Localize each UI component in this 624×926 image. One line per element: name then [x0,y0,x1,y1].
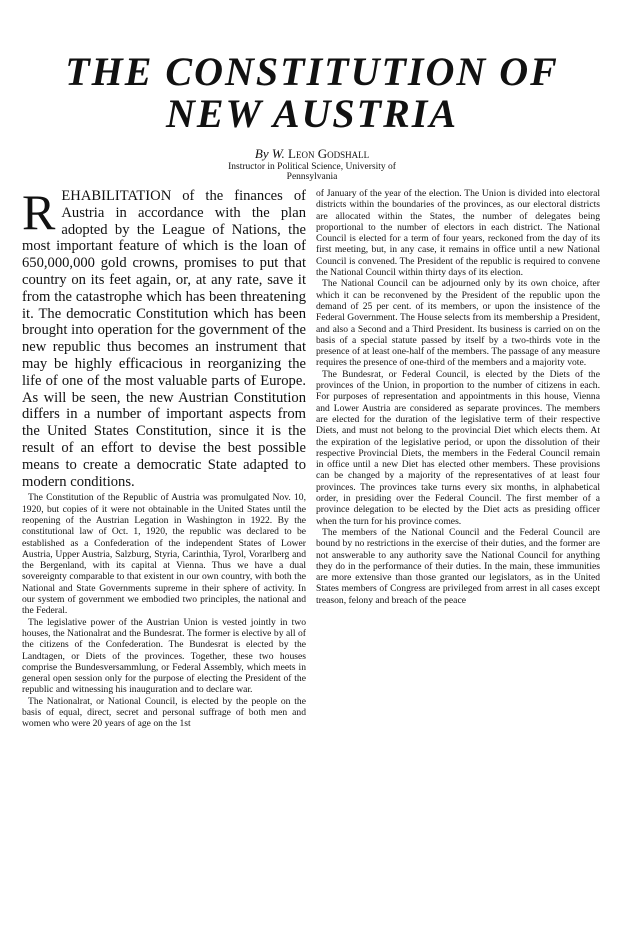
left-column [22,184,306,730]
body-paragraph: The members of the National Council and the Federal Council are bound by no restrictions in the exercise of their duties, and the former are not answerable to any authority save the National Council for anything they do in the performance of their duties. In the main, these immunities are more extensive than those granted our legislators, as in the United States members of Congress are privileged from arrest in all cases except treason, felony and breach of the peace [316,526,600,606]
lead-text: EHABILITATION of the finances of Austria in accordance with the plan adopted by the League of Nations, the most important feature of which is the loan of 650,000,000 gold crowns, promises to put that country on its feet again, or, at any rate, save it from the catastrophe which has been threatening it. The democratic Constitution which has been brought into operation for the government of the new republic thus becomes an instrument that may be highly efficacious in reorganizing the life of one of the most valuable parts of Europe. As will be seen, the new Austrian Constitution differs in a number of important aspects from the United States Constitution, since it is the result of an effort to devise the best possible means to create a democratic State adapted to modern conditions. [22,188,306,490]
body-paragraph: The Constitution of the Republic of Austria was promulgated Nov. 10, 1920, but copies of it were not obtainable in the United States until the reopening of the Austrian Legation in Washington in 1922. By the constitutional law of Oct. 1, 1920, the republic was declared to be established as a Confederation of the independent States of Lower Austria, Upper Austria, Salzburg, Styria, Carinthia, Tyrol, Vorarlberg and the Bergenland, with its capital at Vienna. Thus we have a dual sovereignty comparable to that existent in our own country, with both the National and State Governments supreme in their sphere of activity. In our system of government we embodied two principles, the national and the Federal. [22,492,306,617]
drop-cap: R [22,184,56,240]
title-line-2: NEW AUSTRIA [165,91,459,136]
body-paragraph: The Nationalrat, or National Council, is elected by the people on the basis of equal, direct, secret and personal suffrage of both men and women who were 20 years of age on the 1st [22,695,306,730]
author-affiliation [0,162,624,182]
body-paragraph: The National Council can be adjourned only by its own choice, after which it can be reconvened by the President of the republic upon the demand of 25 per cent. of its members, or upon the insistence of the Federal Government. The House selects from its membership a President, and also a Second and a Third President. Its business is carried on on the basis of a special statute passed by itself by a two-thirds vote in the presence of at least one-half of the members. The passage of any measure requires the presence of one-third of the members and a majority vote. [316,278,600,369]
right-column [316,188,600,606]
byline-prefix: By W. [254,146,285,161]
body-paragraph: The Bundesrat, or Federal Council, is elected by the Diets of the provinces of the Union, in proportion to the number of citizens in each. For purposes of representation and appointments in this house, Vienna and Lower Austria are considered as separate provinces. The members are elected for the duration of the legislative term of their respective Diets, and must not belong to the provincial Diet which elects them. At the expiration of the legislative period, or upon the dissolution of their respective Provincial Diets, the members in the Federal Council remain in office until a new Diet has elected other members. These provisions can be changed by a majority of the representatives of at least four provinces. The provinces take turns every six months, in alphabetical order, in presiding over the Federal Council. The first member of a province delegation to be elected by the Diet acts as presiding officer when the turn for his province comes. [316,368,600,527]
affiliation-line-2: Pennsylvania [286,172,338,182]
lead-paragraph [22,184,306,490]
body-paragraph: of January of the year of the election. The Union is divided into electoral districts within the boundaries of the provinces, as our electoral districts are allocated within the States, the number of delegates being proportional to the number of electors in each district. The National Council is elected for a term of four years, reckoned from the day of its first meeting, but, in any case, it remains in office until a new National Council is convened. The President of the republic is required to convene the National Council within thirty days of its election. [316,188,600,279]
title-line-1: THE CONSTITUTION OF [65,49,559,94]
body-paragraph: The legislative power of the Austrian Union is vested jointly in two houses, the Nationalrat and the Bundesrat. The former is elective by all of the citizens of the Confederation. The Bundesrat is elected by the Landtagen, or Diets of the provinces. Together, these two houses comprise the Bundesversammlung, or Federal Assembly, which meets in general open session only for the purpose of electing the President of the republic and witnessing his inauguration and to declare war. [22,616,306,696]
byline [0,146,624,162]
author-name: Leon Godshall [288,146,370,161]
affiliation-line-1: Instructor in Political Science, University of [228,162,396,172]
